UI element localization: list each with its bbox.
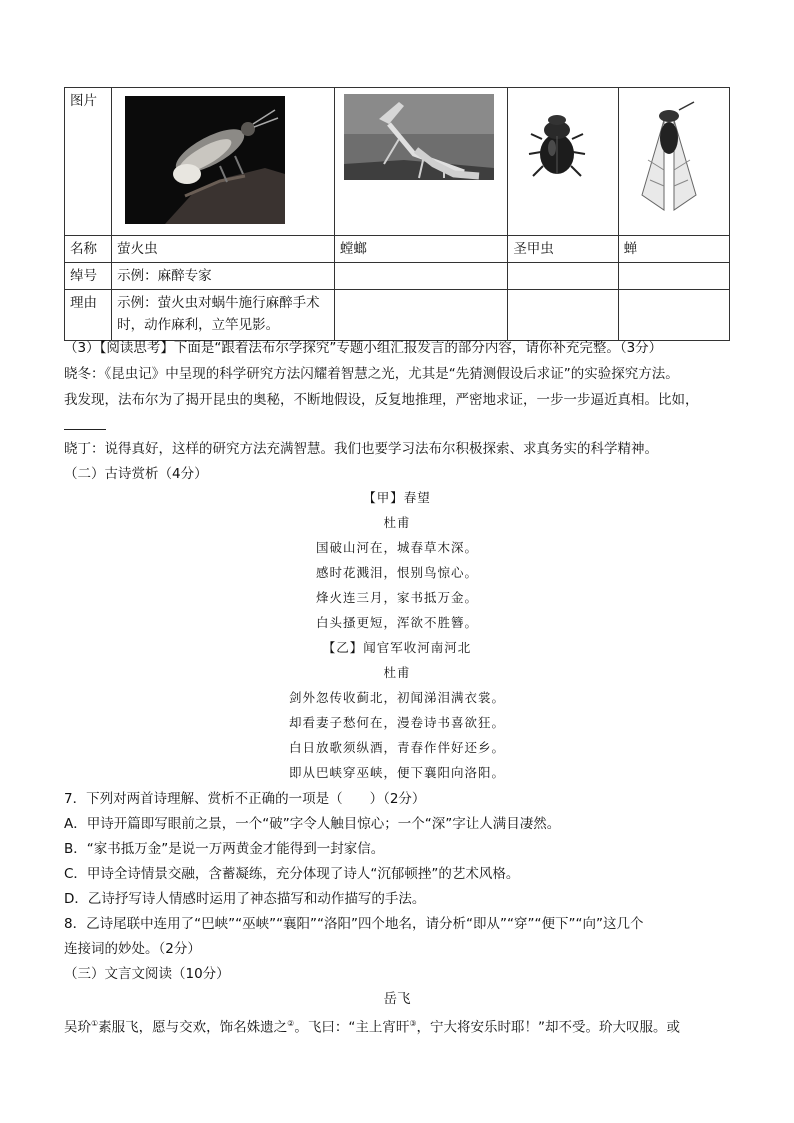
cicada-image-cell [618,88,729,236]
table-row-number [65,263,730,290]
passage-text: 。飞曰：“主上宵旰 [294,1019,410,1036]
mantis-image-cell [334,88,507,236]
poem-b-line: 即从巴峡穿巫峡，便下襄阳向洛阳。 [288,765,505,780]
header-picture: 图片 [65,88,112,236]
section2-heading: （二）古诗赏析（4分） [64,466,208,482]
poem-a-title: 【甲】春望 [363,490,431,505]
cell-reason-mantis[interactable] [334,290,507,341]
q8-stem-line1: 8．乙诗尾联中连用了“巴峡”“巫峡”“襄阳”“洛阳”四个地名，请分析“即从”“穿”“便下”“向”这几个 [64,916,644,932]
scarab-image-cell [508,88,618,236]
poem-a-line: 国破山河在，城春草木深。 [315,540,478,555]
section3-heading: （三）文言文阅读（10分） [64,966,230,982]
passage-text: 吴玠 [64,1019,91,1036]
q3-xiaodong-line1: 晓冬：《昆虫记》中呈现的科学研究方法闪耀着智慧之光，尤其是“先猜测假设后求证”的实验探究方法。 [64,366,679,382]
cell-reason-scarab[interactable] [508,290,618,341]
cell-name-cicada: 蝉 [618,236,729,263]
poem-a-line: 感时花溅泪，恨别鸟惊心。 [315,565,478,580]
passage-title: 岳飞 [383,991,411,1007]
passage-first-line [64,1014,680,1038]
firefly-image-cell [112,88,335,236]
q3-xiaodong-line2: 我发现，法布尔为了揭开昆虫的奥秘，不断地假设，反复地推理，严密地求证，一步一步逼近真相。比如， [64,392,699,408]
q7-option-c: C．甲诗全诗情景交融，含蓄凝练，充分体现了诗人“沉郁顿挫”的艺术风格。 [64,866,520,882]
poem-a-author: 杜甫 [383,515,411,530]
q3-stem: （3）【阅读思考】下面是“跟着法布尔学探究”专题小组汇报发言的部分内容，请你补充完整。（3分） [64,340,663,356]
poem-b-author: 杜甫 [383,665,411,680]
table-row-reason [65,290,730,341]
cell-number-mantis[interactable] [334,263,507,290]
footnote-marker-2: ② [287,1019,295,1028]
table-row-picture [65,88,730,236]
cell-name-scarab: 圣甲虫 [508,236,618,263]
header-number: 绰号 [65,263,112,290]
q7-stem: 7．下列对两首诗理解、赏析不正确的一项是（ ）（2分） [64,791,426,807]
cell-reason-firefly: 示例：萤火虫对蜗牛施行麻醉手术时，动作麻利，立竿见影。 [112,290,335,341]
mantis-image [344,94,494,180]
q7-option-b: B．“家书抵万金”是说一万两黄金才能得到一封家信。 [64,841,385,857]
cell-number-scarab[interactable] [508,263,618,290]
cicada-image [634,100,704,220]
cell-number-firefly: 示例：麻醉专家 [112,263,335,290]
table-row-name [65,236,730,263]
poem-b-line: 却看妻子愁何在，漫卷诗书喜欲狂。 [288,715,505,730]
cell-number-cicada[interactable] [618,263,729,290]
cell-reason-cicada[interactable] [618,290,729,341]
q3-xiaoding: 晓丁：说得真好，这样的研究方法充满智慧。我们也要学习法布尔积极探索、求真务实的科学精神。 [64,441,658,457]
passage-text: 素服飞，愿与交欢，饰名姝遗之 [98,1019,288,1036]
footnote-marker-1: ① [91,1019,99,1028]
firefly-image [125,96,285,224]
poem-a-line: 烽火连三月，家书抵万金。 [315,590,478,605]
poem-a-line: 白头搔更短，浑欲不胜簪。 [315,615,478,630]
cell-name-firefly: 萤火虫 [112,236,335,263]
cell-name-mantis: 螳螂 [334,236,507,263]
q7-option-a: A．甲诗开篇即写眼前之景，一个“破”字令人触目惊心；一个“深”字让人满目凄然。 [64,816,561,832]
footnote-marker-3: ③ [409,1019,417,1028]
answer-blank-line[interactable] [64,429,106,430]
poem-b-title: 【乙】闻官军收河南河北 [322,640,472,655]
header-reason: 理由 [65,290,112,341]
passage-text: ，宁大将安乐时耶！”却不受。玠大叹服。或 [416,1019,681,1036]
header-name: 名称 [65,236,112,263]
q8-stem-line2: 连接词的妙处。（2分） [64,941,201,957]
insect-nickname-table [64,87,730,341]
scarab-beetle-image [527,104,587,184]
poem-b-line: 白日放歌须纵酒，青春作伴好还乡。 [288,740,505,755]
q7-option-d: D．乙诗抒写诗人情感时运用了神态描写和动作描写的手法。 [64,891,426,907]
poem-b-line: 剑外忽传收蓟北，初闻涕泪满衣裳。 [288,690,505,705]
